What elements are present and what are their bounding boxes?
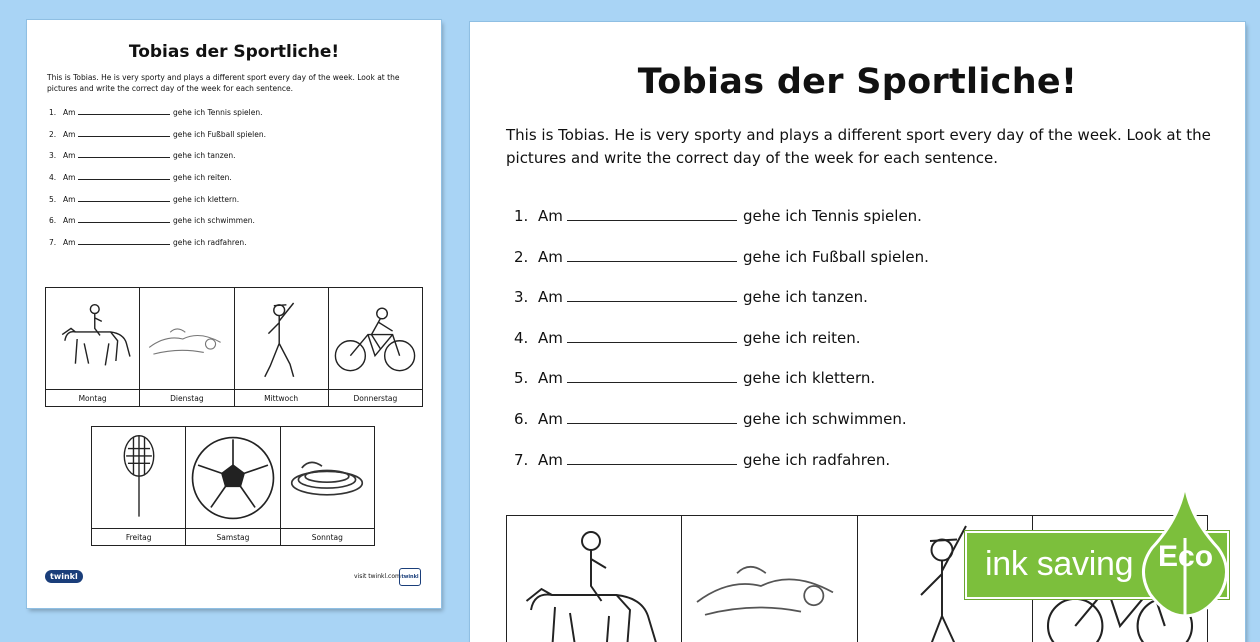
sentence-list xyxy=(49,108,441,260)
item-end: gehe ich tanzen. xyxy=(173,151,236,161)
list-item xyxy=(514,207,1245,248)
answer-blank xyxy=(567,342,737,343)
picture-grid-row1 xyxy=(45,287,423,407)
day-label: Mittwoch xyxy=(235,389,328,406)
horse-rider-icon xyxy=(46,288,139,389)
picture-grid-row2 xyxy=(91,426,375,546)
list-item xyxy=(514,329,1245,370)
rope-icon xyxy=(281,427,374,528)
picture-cell xyxy=(682,516,857,642)
item-end: gehe ich tanzen. xyxy=(743,288,868,307)
worksheet-preview-small xyxy=(27,20,441,608)
day-label: Dienstag xyxy=(140,389,233,406)
answer-blank xyxy=(567,423,737,424)
item-number: 7. xyxy=(49,238,57,248)
swimmer-icon xyxy=(140,288,233,389)
answer-blank xyxy=(78,222,170,223)
item-end: gehe ich Tennis spielen. xyxy=(743,207,922,225)
list-item xyxy=(49,216,441,238)
answer-blank xyxy=(567,464,737,465)
item-end: gehe ich radfahren. xyxy=(173,238,247,248)
day-label: Samstag xyxy=(186,528,279,545)
picture-cell xyxy=(140,288,234,406)
list-item xyxy=(49,151,441,173)
item-start: Am xyxy=(63,238,76,248)
item-number: 6. xyxy=(49,216,57,226)
item-number: 1. xyxy=(49,108,57,117)
item-start: Am xyxy=(63,194,76,204)
item-number: 4. xyxy=(49,173,57,183)
day-label: Freitag xyxy=(92,528,185,545)
sentence-list xyxy=(514,207,1245,491)
item-start: Am xyxy=(538,207,563,225)
item-start: Am xyxy=(63,129,76,139)
list-item xyxy=(514,248,1245,289)
item-end: gehe ich schwimmen. xyxy=(173,216,255,226)
item-end: gehe ich Tennis spielen. xyxy=(173,108,263,117)
dancer-icon xyxy=(235,288,328,389)
item-end: gehe ich klettern. xyxy=(743,369,876,388)
answer-blank xyxy=(78,157,170,158)
item-end: gehe ich reiten. xyxy=(743,328,861,347)
ink-saving-label: ink saving xyxy=(985,545,1134,583)
answer-blank xyxy=(567,382,737,383)
item-end: gehe ich schwimmen. xyxy=(743,409,907,428)
item-end: gehe ich radfahren. xyxy=(743,450,891,469)
item-start: Am xyxy=(538,247,563,266)
swimmer-icon xyxy=(682,516,856,642)
page-title: Tobias der Sportliche! xyxy=(637,62,1078,102)
item-start: Am xyxy=(538,369,563,388)
answer-blank xyxy=(567,261,737,262)
item-start: Am xyxy=(538,409,563,428)
football-icon xyxy=(186,427,279,528)
item-number: 4. xyxy=(514,328,529,347)
list-item xyxy=(49,238,441,260)
item-end: gehe ich Fußball spielen. xyxy=(173,129,266,139)
answer-blank xyxy=(78,114,170,115)
intro-text: This is Tobias. He is very sporty and plays a different sport every day of the week. Look at the pictures and write the correct day of the week for each sentence. xyxy=(506,126,1211,167)
answer-blank xyxy=(78,179,170,180)
answer-blank xyxy=(78,136,170,137)
item-number: 3. xyxy=(49,151,57,161)
picture-cell xyxy=(92,427,186,545)
picture-cell xyxy=(329,288,422,406)
day-label: Sonntag xyxy=(281,528,374,545)
item-number: 2. xyxy=(514,247,529,266)
item-number: 7. xyxy=(514,450,529,469)
item-number: 1. xyxy=(514,207,529,225)
list-item xyxy=(514,410,1245,451)
answer-blank xyxy=(78,201,170,202)
list-item xyxy=(49,108,441,130)
picture-cell xyxy=(281,427,374,545)
intro-text: This is Tobias. He is very sporty and plays a different sport every day of the week. Look at the pictures and write the correct day of the week for each sentence. xyxy=(47,73,400,93)
twinkl-logo: twinkl xyxy=(45,570,83,583)
item-start: Am xyxy=(63,173,76,183)
list-item xyxy=(49,173,441,195)
visit-link-text: visit twinkl.com xyxy=(354,573,401,580)
picture-cell xyxy=(235,288,329,406)
list-item xyxy=(514,288,1245,329)
item-end: gehe ich klettern. xyxy=(173,194,240,204)
day-label: Montag xyxy=(46,389,139,406)
day-label: Donnerstag xyxy=(329,389,422,406)
item-start: Am xyxy=(63,216,76,226)
item-end: gehe ich reiten. xyxy=(173,173,232,183)
footer-badge: twinkl xyxy=(399,568,421,586)
item-end: gehe ich Fußball spielen. xyxy=(743,247,929,266)
item-start: Am xyxy=(63,151,76,161)
item-start: Am xyxy=(538,288,563,307)
item-number: 2. xyxy=(49,129,57,139)
item-number: 5. xyxy=(514,369,529,388)
cyclist-icon xyxy=(329,288,422,389)
picture-cell xyxy=(186,427,280,545)
item-number: 3. xyxy=(514,288,529,307)
list-item xyxy=(514,369,1245,410)
picture-cell xyxy=(46,288,140,406)
item-start: Am xyxy=(538,450,563,469)
page-title: Tobias der Sportliche! xyxy=(128,42,340,62)
answer-blank xyxy=(567,220,737,221)
horse-rider-icon xyxy=(507,516,681,642)
item-number: 5. xyxy=(49,194,57,204)
answer-blank xyxy=(78,244,170,245)
picture-cell xyxy=(507,516,682,642)
eco-label: Eco xyxy=(1158,540,1214,573)
tennis-racket-icon xyxy=(92,427,185,528)
list-item xyxy=(49,195,441,217)
list-item xyxy=(49,130,441,152)
answer-blank xyxy=(567,301,737,302)
item-start: Am xyxy=(538,328,563,347)
item-start: Am xyxy=(63,108,76,117)
item-number: 6. xyxy=(514,409,529,428)
